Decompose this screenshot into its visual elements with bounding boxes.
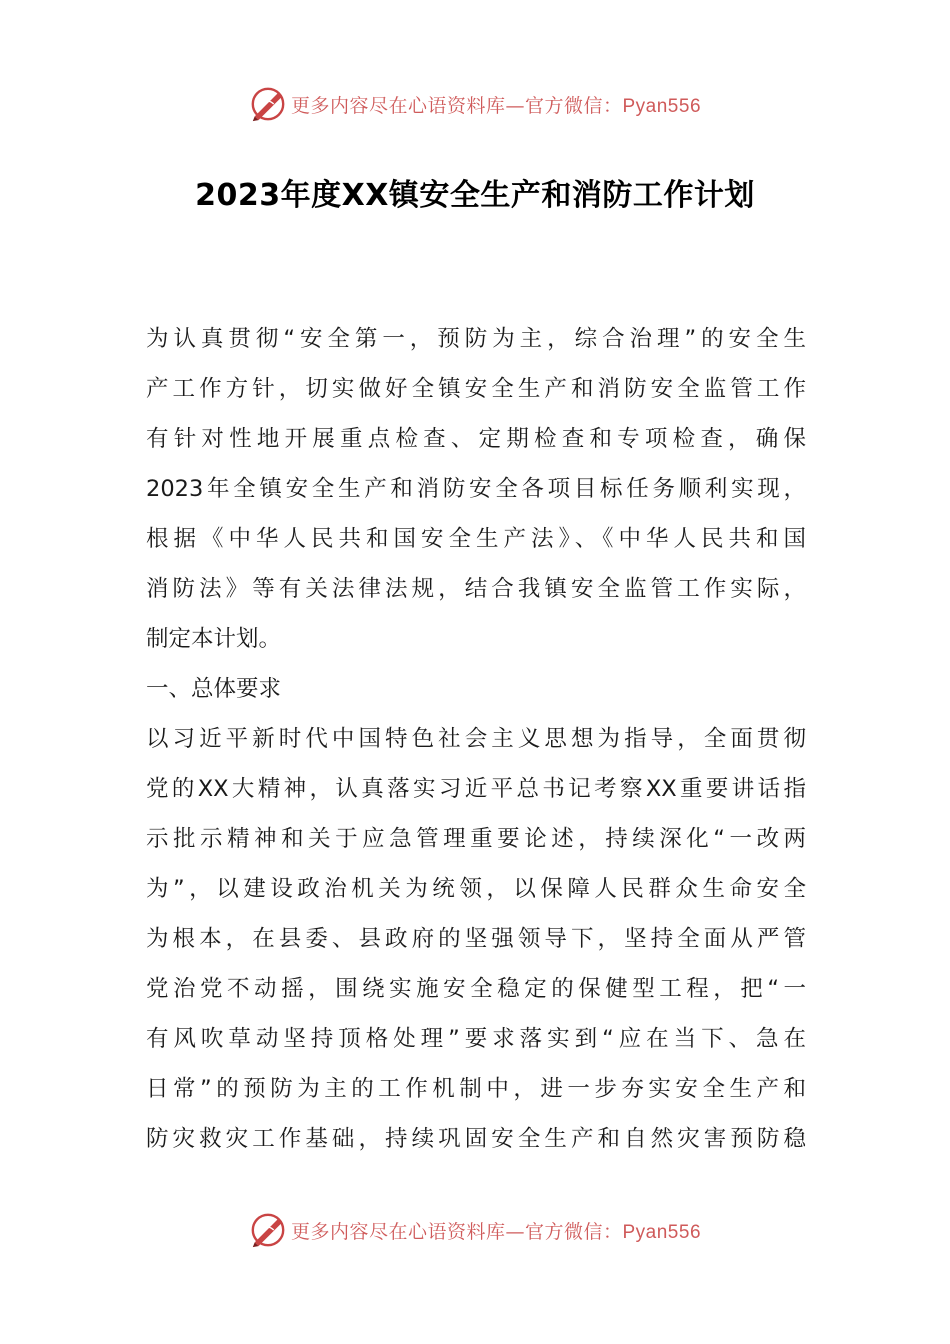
document-title: 2023年度XX镇安全生产和消防工作计划 [195, 178, 755, 213]
text-line: 党治党不动摇，围绕实施安全稳定的保健型工程，把“一 [146, 976, 806, 1002]
text-line: 有针对性地开展重点检查、定期检查和专项检查，确保 [146, 426, 806, 452]
text-line: 党的XX大精神，认真落实习近平总书记考察XX重要讲话指 [146, 776, 806, 802]
text-line: 示批示精神和关于应急管理重要论述，持续深化“一改两 [146, 826, 806, 852]
text-line: 以习近平新时代中国特色社会主义思想为指导，全面贯彻 [146, 726, 806, 752]
wechat-id: Pyan556 [622, 1221, 702, 1243]
text-line: 为根本，在县委、县政府的坚强领导下，坚持全面从严管 [146, 926, 806, 952]
text-line: 根据《中华人民共和国安全生产法》、《中华人民共和国 [146, 526, 806, 552]
pen-logo-icon [249, 85, 287, 123]
watermark-banner-bottom [0, 1210, 950, 1250]
watermark-banner-top [0, 84, 950, 124]
pen-logo-icon [249, 1211, 287, 1249]
text-line: 消防法》等有关法律法规，结合我镇安全监管工作实际， [146, 576, 806, 602]
text-line: 产工作方针，切实做好全镇安全生产和消防安全监管工作 [146, 376, 806, 402]
text-line: 为”，以建设政治机关为统领，以保障人民群众生命安全 [146, 876, 806, 902]
text-line: 为认真贯彻“安全第一，预防为主，综合治理”的安全生 [146, 326, 806, 352]
watermark-text: 更多内容尽在心语资料库—官方微信：Pyan556 [290, 94, 702, 117]
text-line: 有风吹草动坚持顶格处理”要求落实到“应在当下、急在 [146, 1026, 806, 1052]
wechat-id: Pyan556 [622, 95, 702, 117]
text-line: 日常”的预防为主的工作机制中，进一步夯实安全生产和 [146, 1076, 806, 1102]
section-heading: 一、总体要求 [146, 676, 282, 702]
document-body [146, 314, 806, 1164]
text-line: 制定本计划。 [146, 626, 282, 652]
watermark-text: 更多内容尽在心语资料库—官方微信：Pyan556 [290, 1220, 702, 1243]
text-line: 2023年全镇安全生产和消防安全各项目标任务顺利实现， [146, 476, 806, 502]
text-line: 防灾救灾工作基础，持续巩固安全生产和自然灾害预防稳 [146, 1126, 806, 1152]
